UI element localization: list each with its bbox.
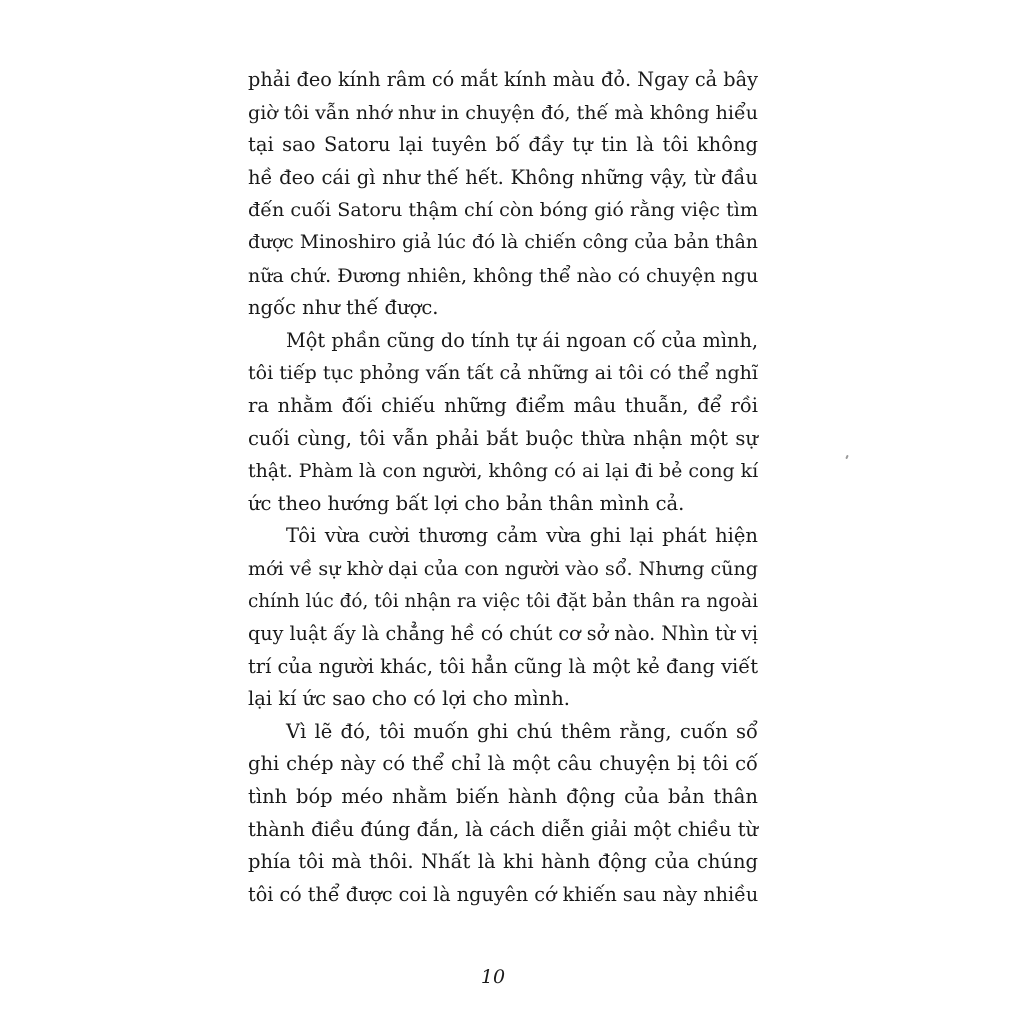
text-line: tôi có thể được coi là nguyên cớ khiến sau này nhiều	[248, 882, 759, 906]
text-line: Vì lẽ đó, tôi muốn ghi chú thêm rằng, cuốn sổ	[286, 719, 758, 743]
page-number: 10	[480, 966, 506, 988]
text-line: ghi chép này có thể chỉ là một câu chuyện bị tôi cố	[248, 752, 758, 776]
text-line: phải đeo kính râm có mắt kính màu đỏ. Ngay cả bây	[248, 68, 758, 91]
text-line: được Minoshiro giả lúc đó là chiến công của bản thân	[248, 231, 758, 253]
text-line: thành điều đúng đắn, là cách diễn giải một chiều từ	[248, 817, 758, 841]
text-line: ức theo hướng bất lợi cho bản thân mình cả.	[248, 491, 685, 515]
text-line: trí của người khác, tôi hẳn cũng là một kẻ đang viết	[248, 654, 758, 678]
text-line: Tôi vừa cười thương cảm vừa ghi lại phát hiện	[286, 524, 758, 548]
text-line: ra nhằm đối chiếu những điểm mâu thuẫn, để rồi	[248, 393, 758, 417]
text-line: phía tôi mà thôi. Nhất là khi hành động của chúng	[248, 850, 758, 874]
text-line: thật. Phàm là con người, không có ai lại đi bẻ cong kí	[248, 460, 759, 483]
text-line: lại kí ức sao cho có lợi cho mình.	[248, 687, 570, 711]
paper-speck	[845, 455, 849, 459]
text-line: quy luật ấy là chẳng hề có chút cơ sở nào. Nhìn từ vị	[248, 622, 759, 646]
text-line: cuối cùng, tôi vẫn phải bắt buộc thừa nhận một sự	[248, 426, 758, 450]
body-text	[248, 64, 758, 911]
paragraph	[248, 325, 758, 521]
text-line: hề đeo cái gì như thế hết. Không những vậy, từ đầu	[248, 165, 758, 189]
text-line: Một phần cũng do tính tự ái ngoan cố của mình,	[286, 328, 759, 352]
paragraph	[248, 520, 758, 716]
paragraph	[248, 64, 758, 325]
text-line: ngốc như thế được.	[248, 296, 439, 320]
text-line: đến cuối Satoru thậm chí còn bóng gió rằng việc tìm	[248, 199, 758, 222]
text-line: tình bóp méo nhằm biến hành động của bản thân	[248, 785, 758, 809]
text-line: giờ tôi vẫn nhớ như in chuyện đó, thế mà không hiểu	[248, 101, 758, 124]
text-line: chính lúc đó, tôi nhận ra việc tôi đặt bản thân ra ngoài	[248, 590, 758, 612]
text-line: nữa chứ. Đương nhiên, không thể nào có chuyện ngu	[248, 264, 759, 287]
text-line: tôi tiếp tục phỏng vấn tất cả những ai tôi có thể nghĩ	[248, 362, 758, 385]
paragraph	[248, 716, 758, 912]
text-line: mới về sự khờ dại của con người vào sổ. Nhưng cũng	[248, 557, 758, 580]
text-line: tại sao Satoru lại tuyên bố đầy tự tin là tôi không	[248, 133, 758, 157]
